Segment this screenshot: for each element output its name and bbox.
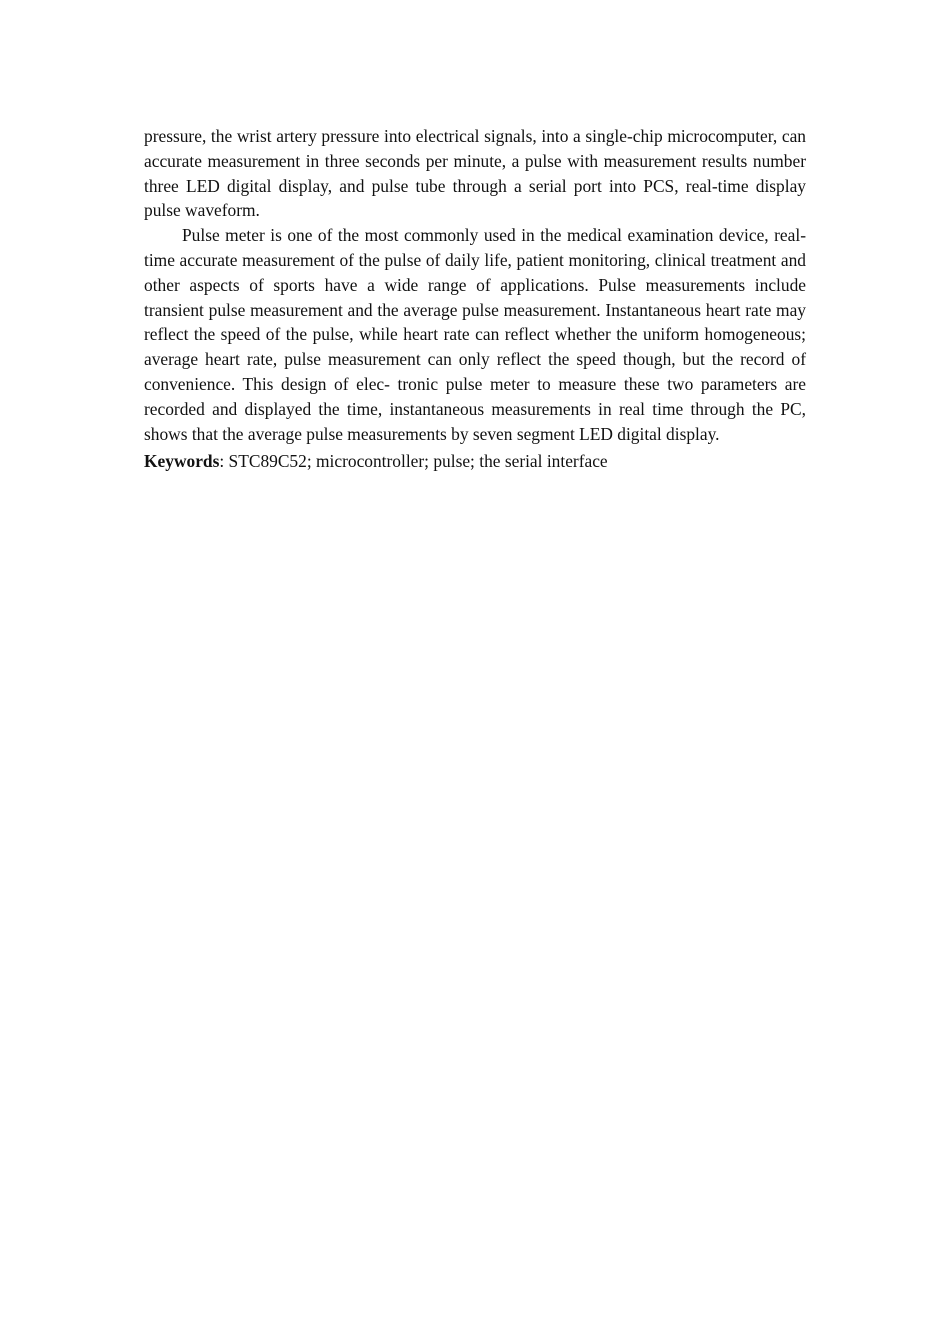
paragraph-pulse-meter: Pulse meter is one of the most commonly used in the medical examination device, real-time accurate measurement of the pulse of daily life, patient monitoring, clinical treatment and other aspects of sports have a wide range of applications. Pulse measurements include transient pulse measurement and the average pulse measurement. Instantaneous heart rate may reflect the speed of the pulse, while heart rate can reflect whether the uniform homogeneous; average heart rate, pulse measurement can only reflect the speed though, but the record of convenience. This design of elec- tronic pulse meter to measure these two parameters are recorded and displayed the time, instantaneous measurements in real time through the PC, shows that the average pulse measurements by seven segment LED digital display.: [144, 225, 806, 444]
keywords-line: [144, 449, 806, 474]
keywords-label: Keywords: [144, 451, 220, 472]
abstract-body: [144, 124, 806, 474]
paragraph-continuation: pressure, the wrist artery pressure into electrical signals, into a single-chip microcomputer, can accurate measurement in three seconds per minute, a pulse with measurement results number three LED digital display, and pulse tube through a serial port into PCS, real-time display pulse waveform.: [144, 126, 806, 221]
keywords-separator: :: [219, 451, 229, 472]
keywords-text: STC89C52; microcontroller; pulse; the serial interface: [228, 451, 608, 472]
